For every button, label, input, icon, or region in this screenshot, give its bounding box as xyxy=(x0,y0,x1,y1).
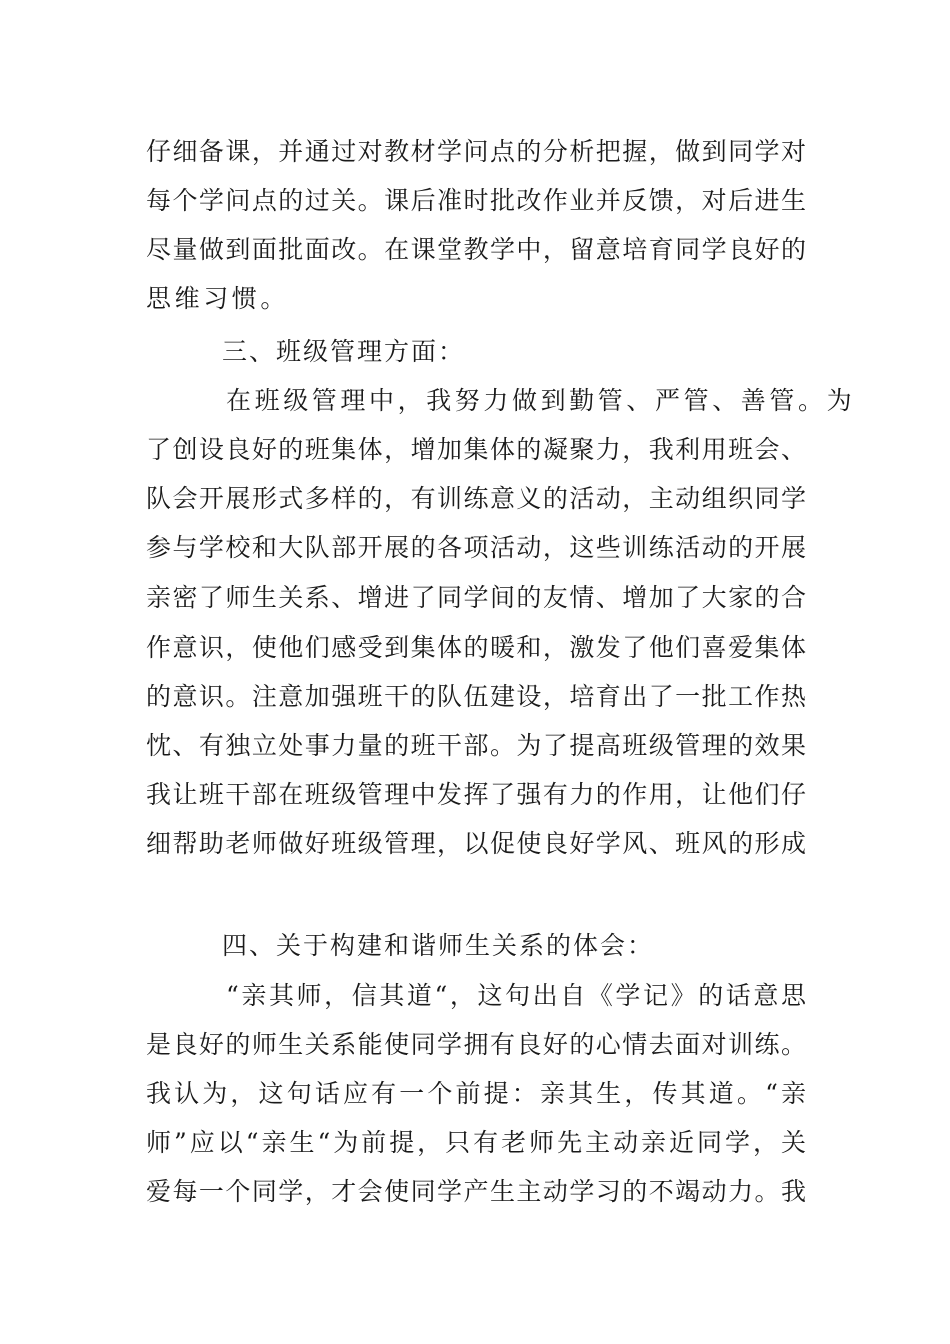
paragraph-line: 思维习惯。 xyxy=(146,284,290,313)
paragraph-line: 师”应以“亲生“为前提，只有老师先主动亲近同学，关 xyxy=(146,1128,806,1157)
paragraph-line: 仔细备课，并通过对教材学问点的分析把握，做到同学对 xyxy=(146,137,806,166)
paragraph-line: “亲其师，信其道“，这句出自《学记》的话意思 xyxy=(226,981,806,1010)
paragraph-line: 了创设良好的班集体，增加集体的凝聚力，我利用班会、 xyxy=(146,435,806,464)
paragraph-line: 作意识，使他们感受到集体的暖和，激发了他们喜爱集体 xyxy=(146,633,806,662)
paragraph-line: 忱、有独立处事力量的班干部。为了提高班级管理的效果 xyxy=(146,731,806,760)
paragraph-line: 爱每一个同学，才会使同学产生主动学习的不竭动力。我 xyxy=(146,1177,806,1206)
paragraph-line: 在班级管理中，我努力做到勤管、严管、善管。为 xyxy=(226,386,856,415)
paragraph-line: 的意识。注意加强班干的队伍建设，培育出了一批工作热 xyxy=(146,682,806,711)
paragraph-line: 细帮助老师做好班级管理，以促使良好学风、班风的形成 xyxy=(146,829,806,858)
section-heading-teacher-student-relations: 四、关于构建和谐师生关系的体会： xyxy=(222,931,655,960)
paragraph-line: 我认为，这句话应有一个前提：亲其生，传其道。“亲 xyxy=(146,1079,806,1108)
paragraph-line: 每个学问点的过关。课后准时批改作业并反馈，对后进生 xyxy=(146,186,806,215)
section-heading-class-management: 三、班级管理方面： xyxy=(222,337,466,366)
paragraph-line: 尽量做到面批面改。在课堂教学中，留意培育同学良好的 xyxy=(146,235,806,264)
paragraph-line: 我让班干部在班级管理中发挥了强有力的作用，让他们仔 xyxy=(146,780,806,809)
paragraph-line: 是良好的师生关系能使同学拥有良好的心情去面对训练。 xyxy=(146,1030,806,1059)
paragraph-line: 参与学校和大队部开展的各项活动，这些训练活动的开展 xyxy=(146,533,806,562)
paragraph-line: 队会开展形式多样的，有训练意义的活动，主动组织同学 xyxy=(146,484,806,513)
paragraph-line: 亲密了师生关系、增进了同学间的友情、增加了大家的合 xyxy=(146,583,806,612)
